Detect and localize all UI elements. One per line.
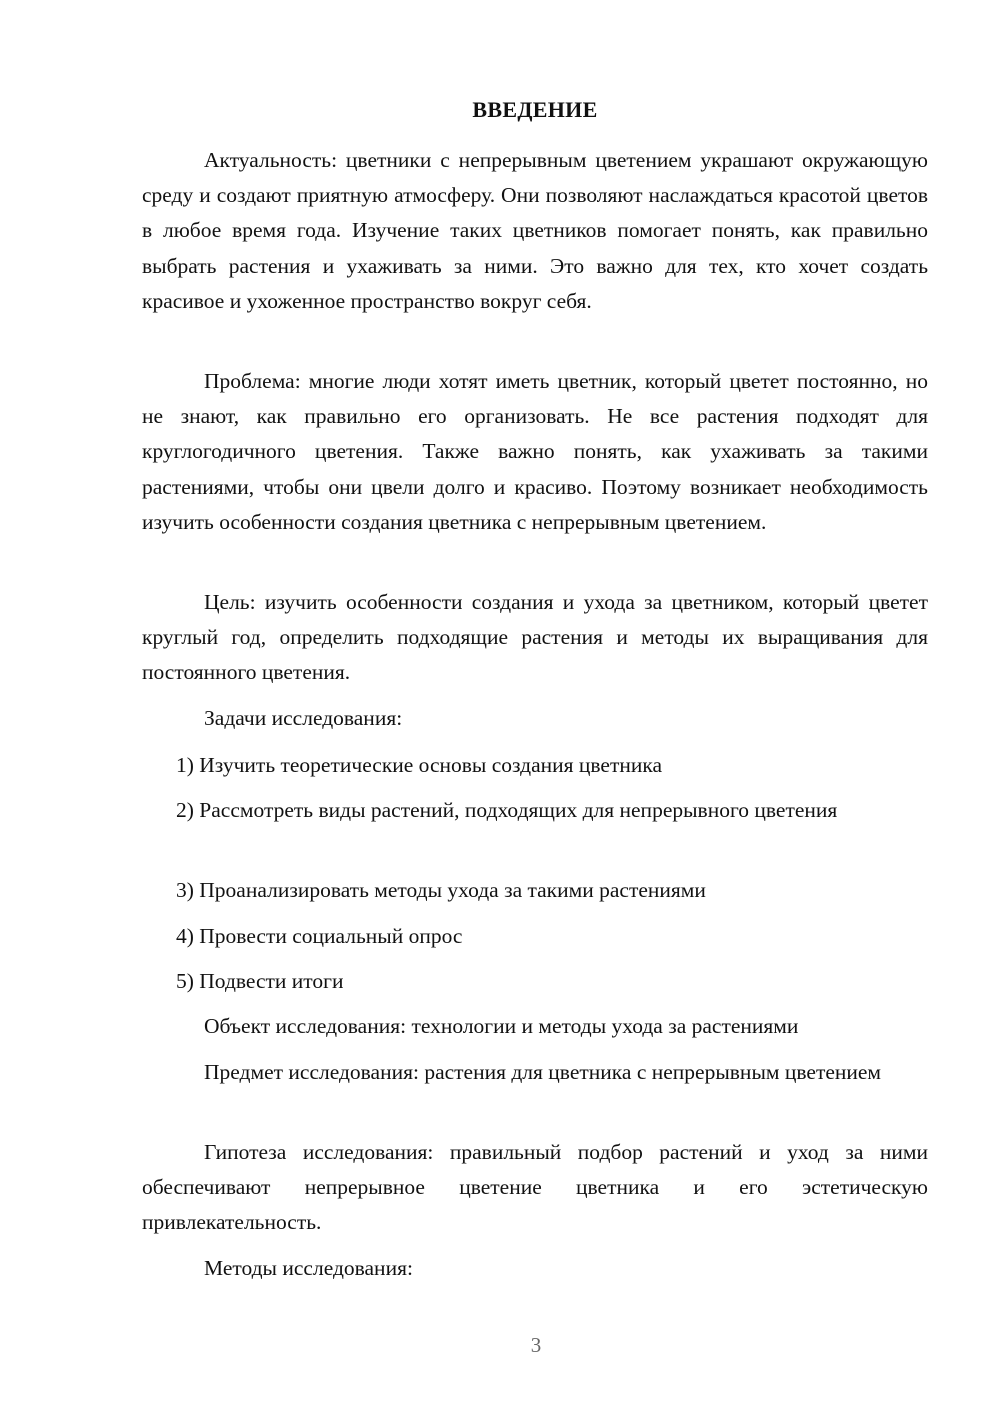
task-item-4: 4) Провести социальный опрос <box>176 924 463 948</box>
task-item-5: 5) Подвести итоги <box>176 969 344 993</box>
page-number: 3 <box>530 1333 542 1357</box>
methods-heading: Методы исследования: <box>204 1256 413 1280</box>
paragraph-object: Объект исследования: технологии и методы ухода за растениями <box>204 1014 799 1038</box>
task-item-2: 2) Рассмотреть виды растений, подходящих для непрерывного цветения <box>176 798 838 822</box>
section-title: ВВЕДЕНИЕ <box>472 97 598 122</box>
paragraph-subject: Предмет исследования: растения для цветника с непрерывным цветением <box>204 1060 882 1084</box>
paragraph-relevance: Актуальность: цветники с непрерывным цветением украшают окружающую среду и создают приятную атмосферу. Они позволяют наслаждаться красотой цветов в любое время года. Изучение таких цветников помогает понять, как правильно выбрать растения и ухаживать за ними. Это важно для тех, кто хочет создать красивое и ухоженное пространство вокруг себя. <box>142 148 928 313</box>
paragraph-hypothesis: Гипотеза исследования: правильный подбор растений и уход за ними обеспечивают непрерывное цветение цветника и его эстетическую привлекательность. <box>142 1140 928 1235</box>
paragraph-goal: Цель: изучить особенности создания и ухода за цветником, который цветет круглый год, определить подходящие растения и методы их выращивания для постоянного цветения. <box>142 590 928 685</box>
paragraph-problem: Проблема: многие люди хотят иметь цветник, который цветет постоянно, но не знают, как правильно его организовать. Не все растения подходят для круглогодичного цветения. Также важно понять, как ухаживать за такими растениями, чтобы они цвели долго и красиво. Поэтому возникает необходимость изучить особенности создания цветника с непрерывным цветением. <box>142 369 928 534</box>
task-item-1: 1) Изучить теоретические основы создания цветника <box>176 753 663 777</box>
tasks-heading: Задачи исследования: <box>204 706 403 730</box>
task-item-3: 3) Проанализировать методы ухода за такими растениями <box>176 878 706 902</box>
